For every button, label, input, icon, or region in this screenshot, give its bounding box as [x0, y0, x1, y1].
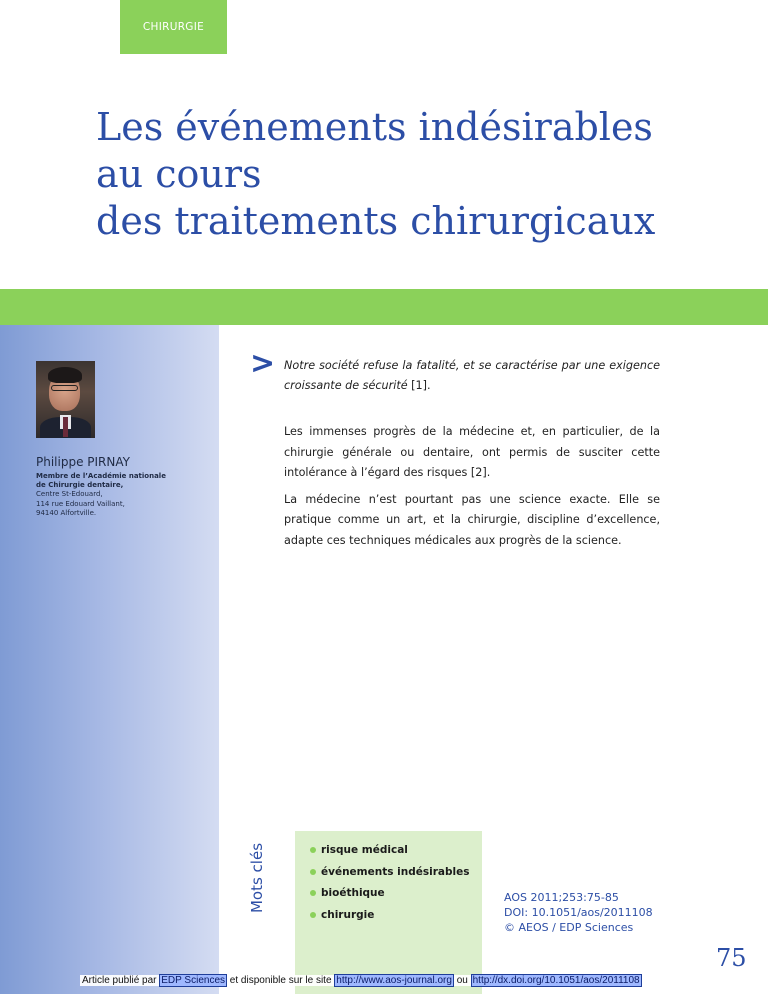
keywords-heading	[248, 832, 266, 924]
publication-footer	[80, 975, 644, 986]
footer-prefix: Article publié par	[82, 975, 160, 986]
body-text	[284, 422, 660, 557]
title-line: des traitements chirurgicaux	[96, 199, 656, 243]
citation-line: © AEOS / EDP Sciences	[504, 921, 634, 934]
author-affiliation	[36, 472, 206, 518]
footer-middle: et disponible sur le site	[227, 975, 335, 986]
citation-block	[504, 890, 653, 935]
author-photo	[36, 361, 95, 438]
green-band	[0, 289, 768, 325]
intro-text	[284, 356, 660, 396]
chevron-right-icon: >	[250, 346, 276, 381]
keyword-label: événements indésirables	[321, 866, 470, 878]
bullet-icon	[310, 869, 316, 875]
citation-line: DOI: 10.1051/aos/2011108	[504, 906, 653, 919]
affiliation-line: Membre de l’Académie nationale	[36, 472, 166, 480]
address-line: 114 rue Edouard Vaillant,	[36, 499, 125, 508]
keyword-label: chirurgie	[321, 909, 375, 921]
journal-site-link[interactable]: http://www.aos-journal.org	[336, 975, 452, 986]
address-line: Centre St-Edouard,	[36, 490, 103, 499]
affiliation-line: de Chirurgie dentaire,	[36, 481, 124, 490]
footer-or: ou	[453, 975, 471, 986]
article-title	[96, 104, 655, 245]
keyword-item	[310, 887, 385, 899]
bullet-icon	[310, 890, 316, 896]
keywords-box	[295, 831, 482, 994]
intro-sentence: Notre société refuse la fatalité, et se caractérise par une exigence croissante de sécurité	[284, 359, 660, 392]
bullet-icon	[310, 847, 316, 853]
doi-link[interactable]: http://dx.doi.org/10.1051/aos/2011108	[472, 975, 640, 986]
publisher-link[interactable]: EDP Sciences	[161, 975, 226, 986]
intro-reference: [1].	[407, 379, 431, 392]
page-number: 75	[716, 944, 747, 972]
keywords-heading-text: Mots clés	[248, 842, 267, 914]
author-name: Philippe PIRNAY	[36, 455, 130, 469]
author-sidebar	[0, 325, 219, 994]
section-tab: CHIRURGIE	[120, 0, 227, 54]
citation-line: AOS 2011;253:75-85	[504, 891, 619, 904]
body-paragraph: La médecine n’est pourtant pas une science exacte. Elle se pratique comme un art, et la chirurgie, discipline d’excellence, adapte ces techniques médicales aux progrès de la science.	[284, 492, 660, 547]
keyword-item	[310, 866, 469, 878]
keyword-label: risque médical	[321, 844, 408, 856]
title-line: Les événements indésirables	[96, 105, 653, 149]
bullet-icon	[310, 912, 316, 918]
title-line: au cours	[96, 152, 262, 196]
address-line: 94140 Alfortville.	[36, 508, 97, 517]
keyword-item	[310, 844, 408, 856]
keyword-label: bioéthique	[321, 887, 385, 899]
keyword-item	[310, 909, 374, 921]
body-paragraph: Les immenses progrès de la médecine et, en particulier, de la chirurgie générale ou dentaire, ont permis de susciter cette intolérance à l’égard des risques [2].	[284, 425, 660, 479]
